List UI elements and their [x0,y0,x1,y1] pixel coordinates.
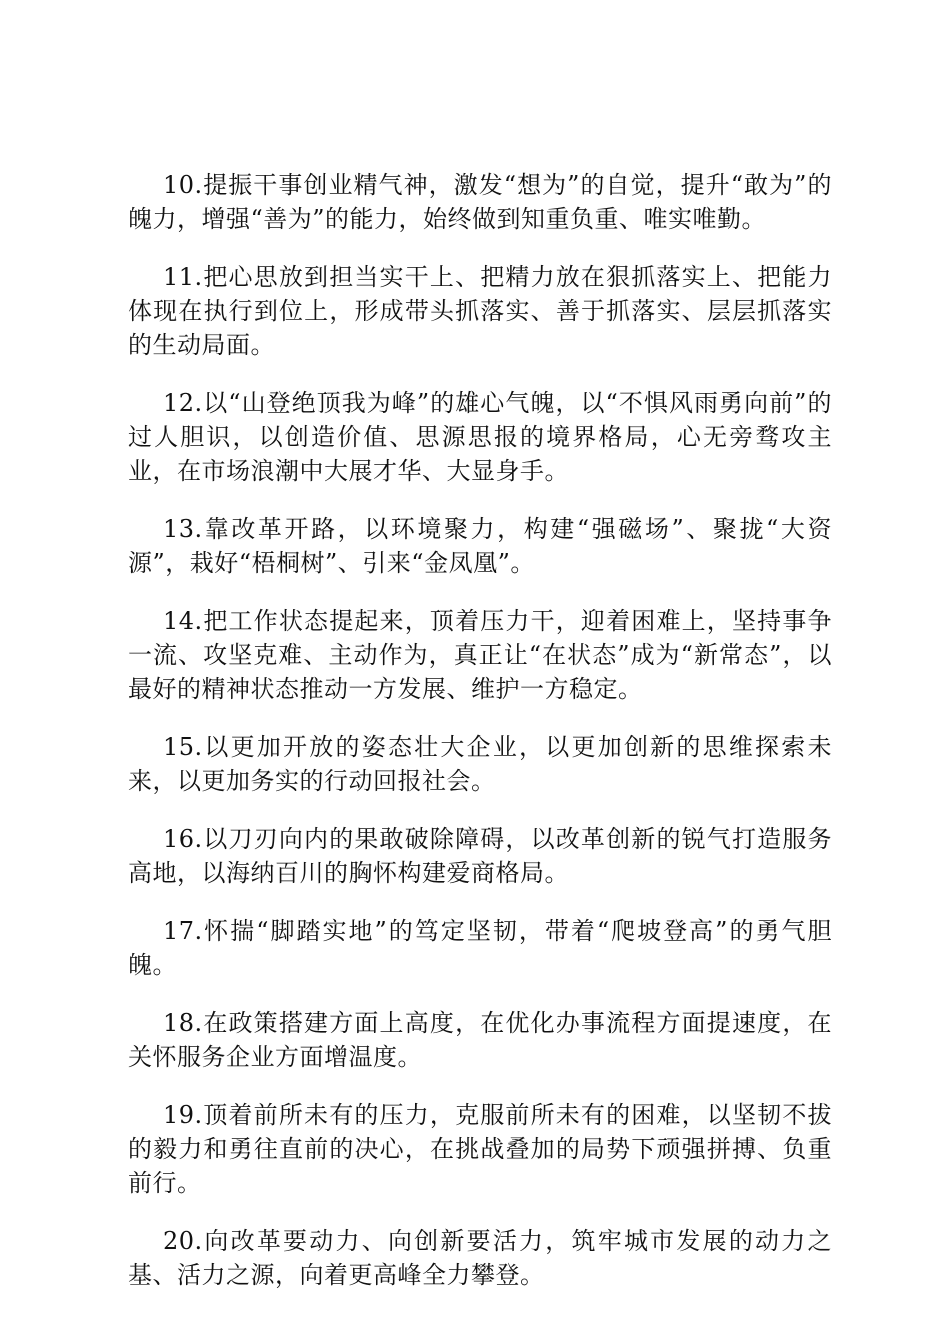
paragraph-item-20: 20.向改革要动力、向创新要活力，筑牢城市发展的动力之基、活力之源，向着更高峰全力攀登。 [128,1227,832,1289]
paragraph-item-19: 19.顶着前所未有的压力，克服前所未有的困难，以坚韧不拔的毅力和勇往直前的决心，在挑战叠加的局势下顽强拼搏、负重前行。 [128,1101,832,1197]
paragraph-item-13: 13.靠改革开路，以环境聚力，构建“强磁场”、聚拢“大资源”，栽好“梧桐树”、引来“金凤凰”。 [128,515,832,577]
paragraph-item-15: 15.以更加开放的姿态壮大企业，以更加创新的思维探索未来，以更加务实的行动回报社会。 [128,733,832,795]
paragraph-item-14: 14.把工作状态提起来，顶着压力干，迎着困难上，坚持事争一流、攻坚克难、主动作为，真正让“在状态”成为“新常态”，以最好的精神状态推动一方发展、维护一方稳定。 [128,607,832,703]
paragraph-item-11: 11.把心思放到担当实干上、把精力放在狠抓落实上、把能力体现在执行到位上，形成带头抓落实、善于抓落实、层层抓落实的生动局面。 [128,263,832,359]
document-body [128,168,832,1316]
paragraph-item-10: 10.提振干事创业精气神，激发“想为”的自觉，提升“敢为”的魄力，增强“善为”的能力，始终做到知重负重、唯实唯勤。 [128,171,832,233]
paragraph-item-12: 12.以“山登绝顶我为峰”的雄心气魄，以“不惧风雨勇向前”的过人胆识，以创造价值、思源思报的境界格局，心无旁骛攻主业，在市场浪潮中大展才华、大显身手。 [128,389,832,485]
paragraph-item-17: 17.怀揣“脚踏实地”的笃定坚韧，带着“爬坡登高”的勇气胆魄。 [128,917,832,979]
paragraph-item-18: 18.在政策搭建方面上高度，在优化办事流程方面提速度，在关怀服务企业方面增温度。 [128,1009,832,1071]
paragraph-item-16: 16.以刀刃向内的果敢破除障碍，以改革创新的锐气打造服务高地，以海纳百川的胸怀构建爱商格局。 [128,825,832,887]
